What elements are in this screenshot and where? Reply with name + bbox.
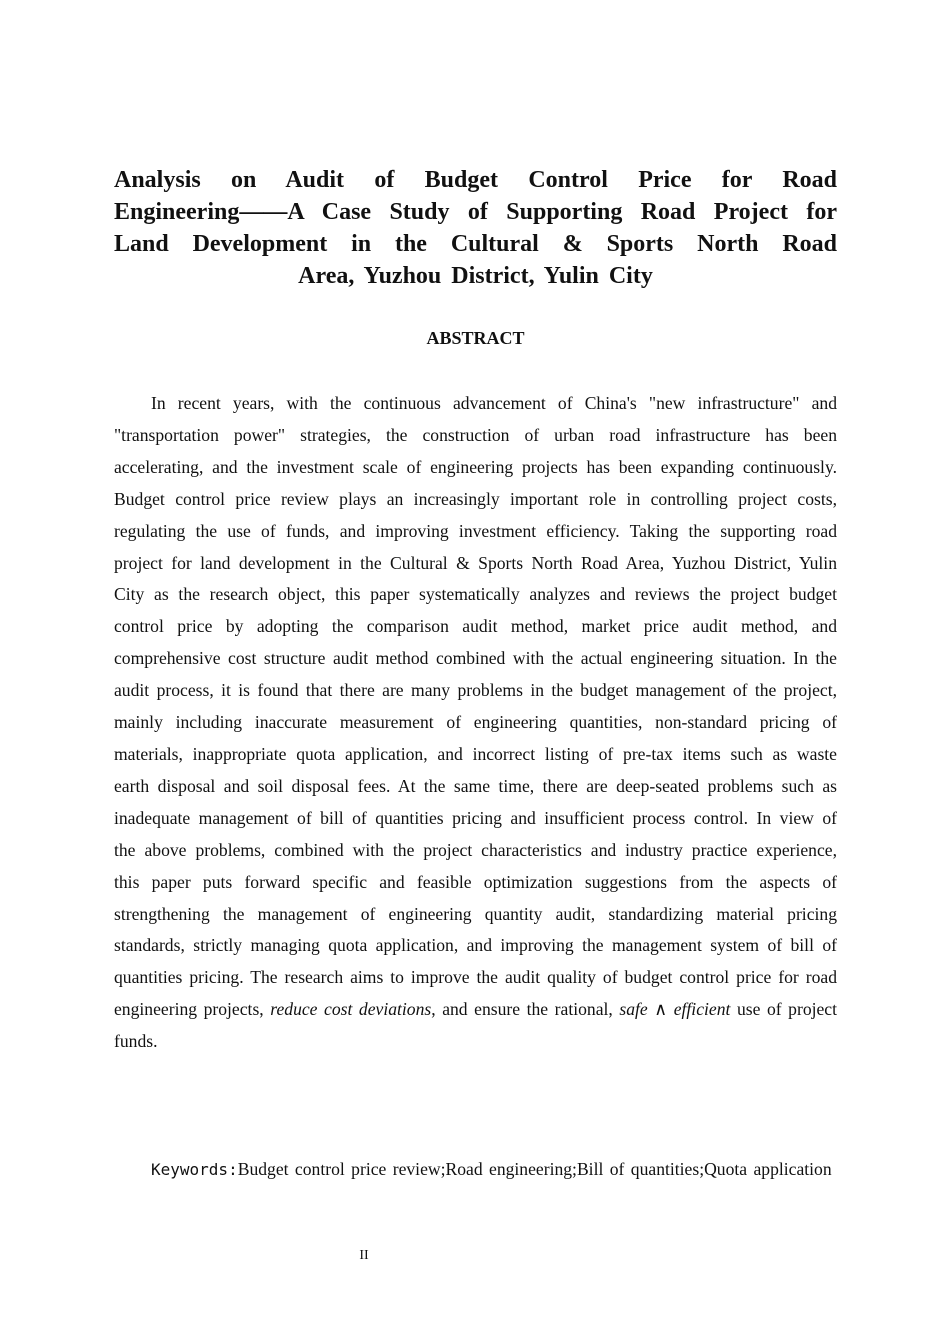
keywords-list: Budget control price review;Road engineering;Bill of quantities;Quota application <box>237 1159 832 1179</box>
title-line-2: Engineering——A Case Study of Supporting Road Project for <box>114 199 837 225</box>
title-line-4: Area, Yuzhou District, Yulin City <box>298 263 653 289</box>
abstract-heading: ABSTRACT <box>426 328 525 348</box>
abstract-italic-1: reduce cost deviations <box>270 999 432 1020</box>
abstract-mid: , and ensure the rational, <box>431 999 613 1020</box>
abstract-paragraph <box>114 388 837 1058</box>
abstract-italic-2: safe <box>619 999 648 1020</box>
abstract-end: use of project funds. <box>114 999 838 1052</box>
paper-title <box>114 164 837 292</box>
title-line-1: Analysis on Audit of Budget Control Price for Road <box>114 167 837 193</box>
page-number: II <box>359 1248 369 1263</box>
abstract-symbol: ∧ <box>654 999 668 1020</box>
abstract-body: In recent years, with the continuous advancement of China's "new infrastructure" and "transportation power" strategies, the construction of urban road infrastructure has been accelerating, and the investment scale of engineering projects has been expanding continuously. Budget control price review plays an increasingly important role in controlling project costs, regulating the use of funds, and improving investment efficiency. Taking the supporting road project for land development in the Cultural & Sports North Road Area, Yuzhou District, Yulin City as the research object, this paper systematically analyzes and reviews the project budget control price by adopting the comparison audit method, market price audit method, and comprehensive cost structure audit method combined with the actual engineering situation. In the audit process, it is found that there are many problems in the budget management of the project, mainly including inaccurate measurement of engineering quantities, non-standard pricing of materials, inappropriate quota application, and incorrect listing of pre-tax items such as waste earth disposal and soil disposal fees. At the same time, there are deep-seated problems such as inadequate management of bill of quantities pricing and insufficient process control. In view of the above problems, combined with the project characteristics and industry practice experience, this paper puts forward specific and feasible optimization suggestions from the aspects of strengthening the management of engineering quantity audit, standardizing material pricing standards, strictly managing quota application, and improving the management system of bill of quantities pricing. The research aims to improve the audit quality of budget control price for road engineering projects, <box>114 393 837 1020</box>
keywords-paragraph <box>114 1154 837 1186</box>
title-line-3: Land Development in the Cultural & Sports North Road <box>114 231 837 257</box>
keywords-label: Keywords: <box>151 1160 238 1179</box>
abstract-italic-3: efficient <box>673 999 731 1020</box>
